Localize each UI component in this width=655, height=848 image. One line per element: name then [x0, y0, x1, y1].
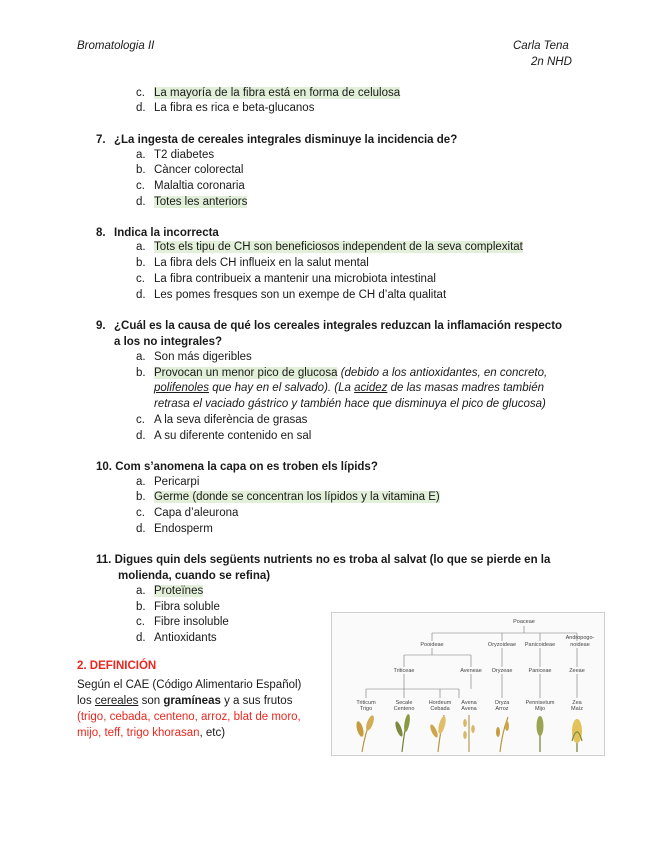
grain-maiz-image — [572, 719, 582, 752]
tree-lines — [366, 626, 577, 698]
section-title-definicion: 2. DEFINICIÓN — [77, 660, 157, 672]
question-7: 7. ¿La ingesta de cereales integrales disminuye la incidencia de? — [96, 134, 458, 146]
q11-option-c: c. Fibre insoluble — [136, 616, 229, 628]
node-poaceae: Poaceae — [513, 619, 535, 625]
grain-trigo-image — [355, 714, 376, 752]
genus-trigo: Trigo — [359, 706, 373, 712]
q10-option-a: a. Pericarpi — [136, 476, 200, 488]
node-aveneae: Aveneae — [460, 668, 482, 674]
genus-zea: Zea — [572, 700, 582, 706]
node-andropogonoideae-2: noideae — [570, 642, 590, 648]
node-pooideae: Pooideae — [420, 642, 444, 648]
q6-option-c: c. La mayoría de la fibra está en forma de celulosa — [136, 87, 401, 99]
q10-option-b: b. Germe (donde se concentran los lípidos y la vitamina E) — [136, 491, 440, 503]
q11-option-d: d. Antioxidants — [136, 632, 217, 644]
q11-option-b: b. Fibra soluble — [136, 601, 220, 613]
question-10: 10. Com s’anomena la capa on es troben els lípids? — [96, 461, 378, 473]
q11-option-a: a. Proteïnes — [136, 585, 204, 597]
q7-option-b: b. Càncer colorectal — [136, 164, 244, 176]
node-panicoideae: Panicoideae — [524, 642, 556, 648]
grain-arroz-image — [496, 717, 509, 752]
genus-arroz: Arroz — [495, 706, 509, 712]
q8-option-d: d. Les pomes fresques son un exempe de CH d’alta qualitat — [136, 289, 447, 301]
genus-maiz: Maíz — [571, 706, 583, 712]
grain-avena-image — [463, 715, 475, 752]
grain-mijo-image — [537, 716, 544, 752]
q7-option-d: d. Totes les anteriors — [136, 196, 248, 208]
node-oryzeae: Oryzeae — [491, 668, 513, 674]
q9-option-c: c. A la seva diferència de grasas — [136, 414, 308, 426]
header-course: Bromatologia II — [77, 40, 155, 52]
node-zeeae: Zeeae — [569, 668, 585, 674]
header-group: 2n NHD — [531, 56, 572, 68]
q7-option-c: c. Malaltia coronaria — [136, 180, 245, 192]
genus-avena: Avena — [461, 700, 477, 706]
q9-note-line3: retrasa el vaciado gástrico y también hace que disminuya el pico de glucosa) — [154, 398, 546, 410]
genus-pennisetum: Pennisetum — [525, 700, 555, 706]
genus-hordeum: Hordeum — [428, 700, 452, 706]
genus-avena-common: Avena — [461, 706, 477, 712]
poaceae-taxonomy-figure — [331, 612, 605, 756]
q6-option-d: d. La fibra es rica e beta-glucanos — [136, 102, 315, 114]
genus-secale: Secale — [395, 700, 413, 706]
question-9: 9. ¿Cuál es la causa de qué los cereales integrales reduzcan la inflamación respecto a los no integrales? — [96, 320, 563, 348]
q9-note-line2: polifenoles que hay en el salvado). (La acidez de las masas madres también — [154, 382, 544, 394]
genus-oryza: Oryza — [494, 700, 510, 706]
q8-option-a: a. Tots els tipu de CH son beneficiosos independent de la seva complexitat — [136, 241, 523, 253]
genus-mijo: Mijo — [534, 706, 546, 712]
q8-option-b: b. La fibra dels CH influeix en la salut mental — [136, 257, 369, 269]
taxonomy-tree — [332, 613, 604, 755]
q7-option-a: a. T2 diabetes — [136, 149, 215, 161]
node-paniceae: Paniceae — [528, 668, 552, 674]
q9-option-b: b. Provocan un menor pico de glucosa (debido a los antioxidantes, en concreto, — [136, 367, 548, 379]
genus-centeno: Centeno — [393, 706, 415, 712]
genus-cebada: Cebada — [430, 706, 450, 712]
definition-line-4: mijo, teff, trigo khorasan, etc) — [77, 727, 226, 739]
definition-line-2: los cereales son gramíneas y a sus frutos — [77, 695, 293, 707]
header-author: Carla Tena — [513, 40, 569, 52]
question-11: 11. Digues quin dels següents nutrients no es troba al salvat (lo que se pierde en la molienda, cuando se refina) — [96, 554, 551, 582]
node-oryzoideae: Oryzoideae — [487, 642, 517, 648]
genus-triticum: Triticum — [356, 700, 376, 706]
node-andropogonoideae-1: Andropogo- — [565, 635, 595, 641]
q8-option-c: c. La fibra contribueix a mantenir una microbiota intestinal — [136, 273, 436, 285]
q9-option-a: a. Son más digeribles — [136, 351, 252, 363]
q10-option-c: c. Capa d’aleurona — [136, 507, 239, 519]
node-triticeae: Triticeae — [393, 668, 415, 674]
definition-line-3: (trigo, cebada, centeno, arroz, blat de moro, — [77, 711, 301, 723]
q9-option-d: d. A su diferente contenido en sal — [136, 430, 312, 442]
q10-option-d: d. Endosperm — [136, 523, 213, 535]
grain-cebada-image — [429, 715, 447, 752]
definition-line-1: Según el CAE (Código Alimentario Español) — [77, 679, 302, 691]
grain-centeno-image — [394, 714, 411, 752]
question-8: 8. Indica la incorrecta — [96, 227, 219, 239]
